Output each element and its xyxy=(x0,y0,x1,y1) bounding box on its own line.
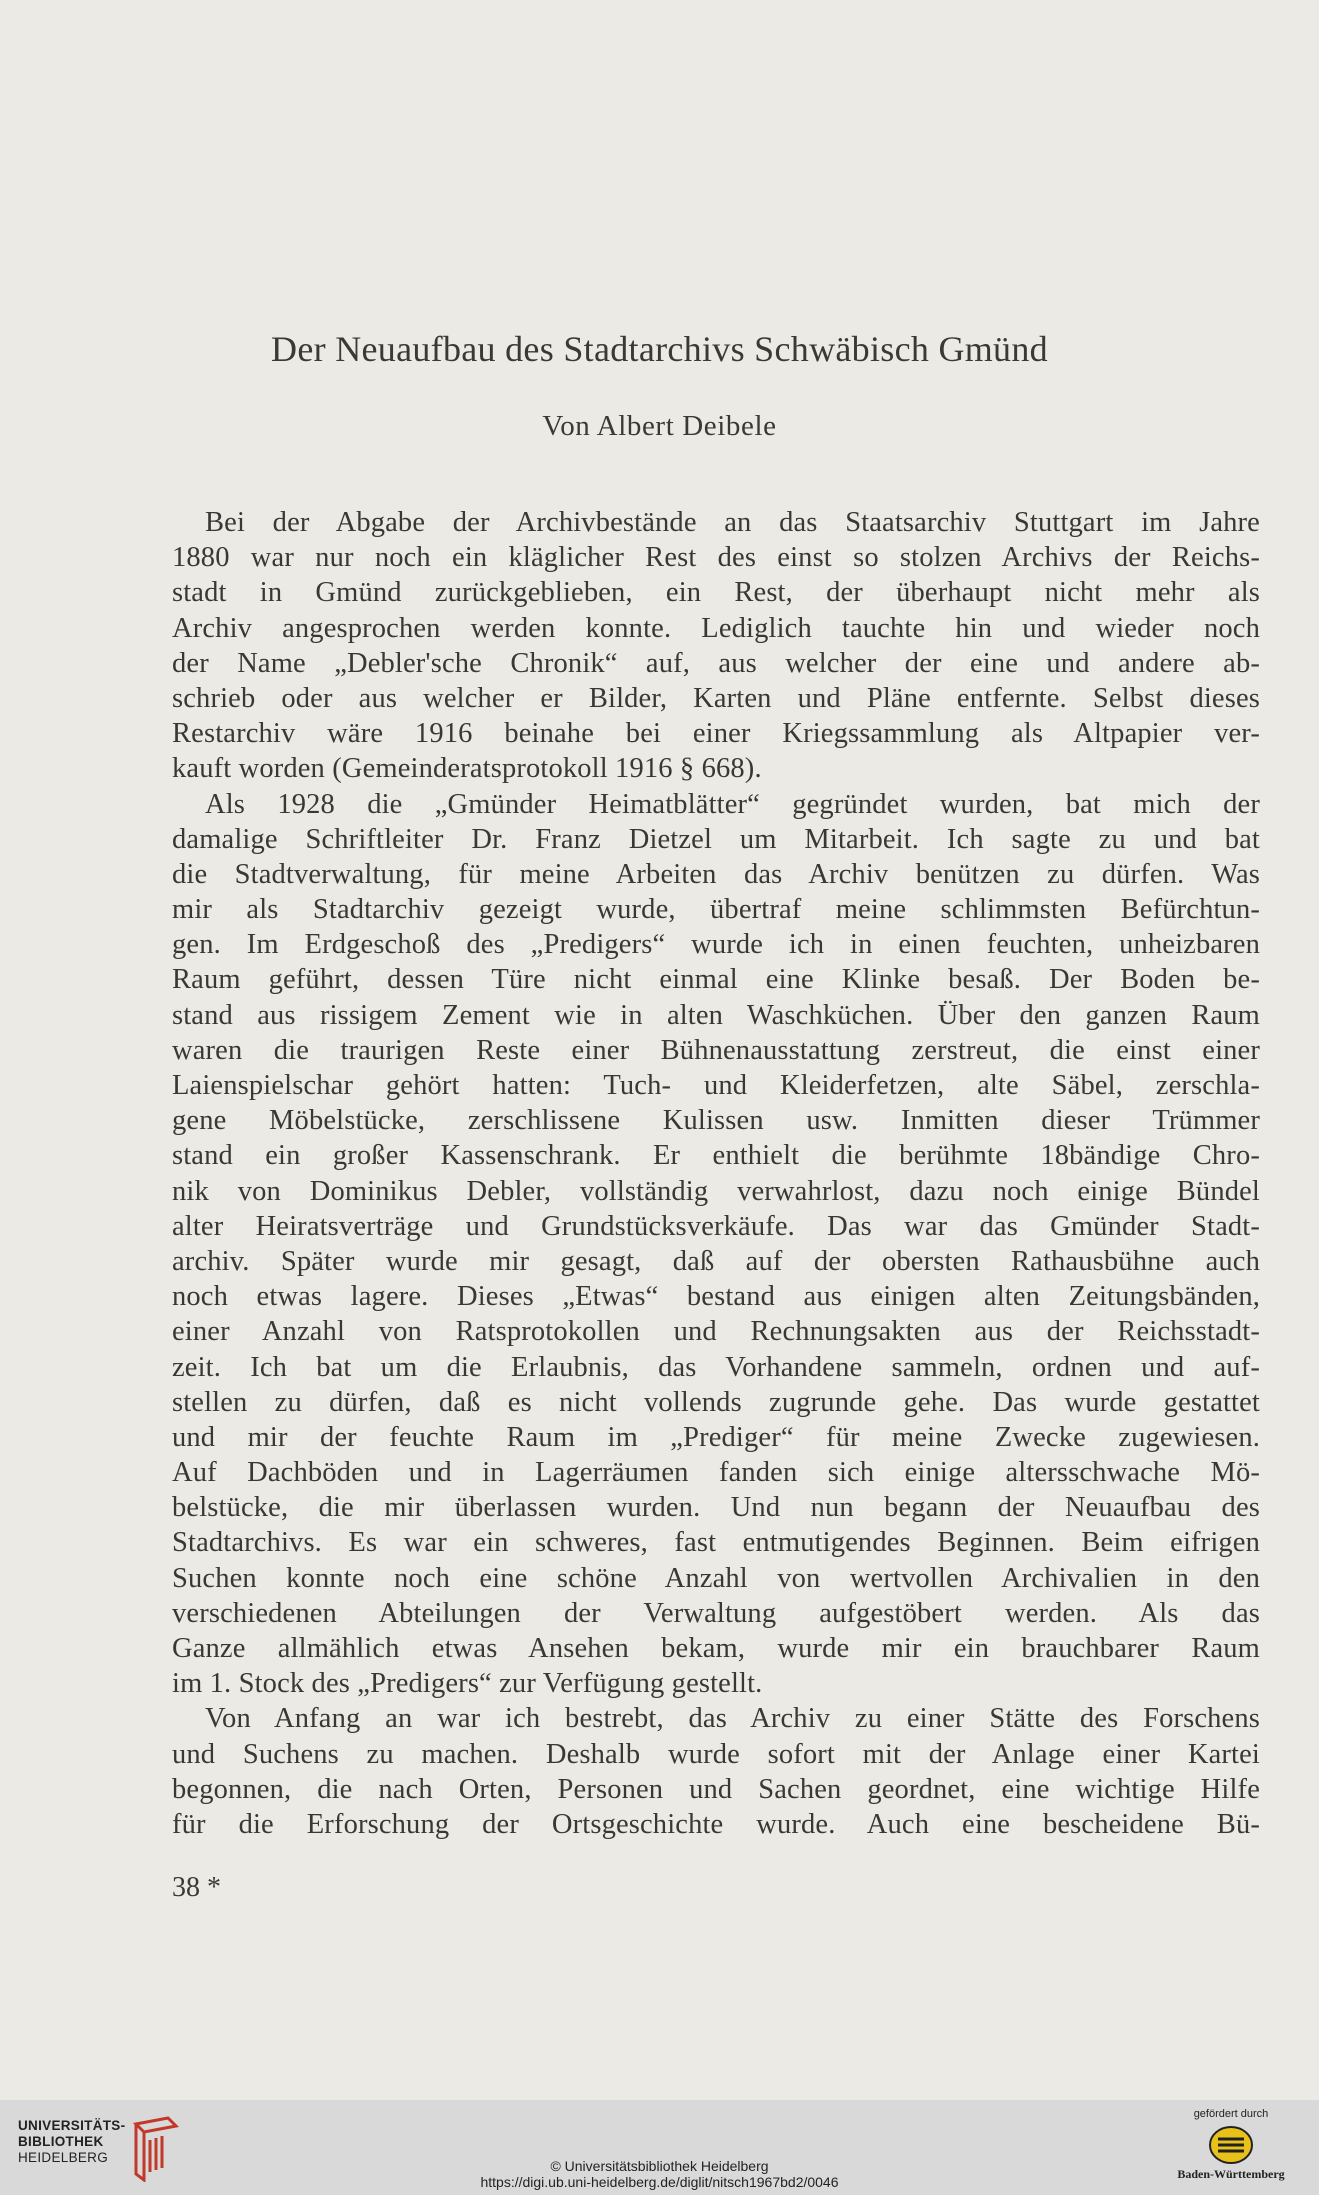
article-body xyxy=(172,505,1260,1842)
text-line: und Suchens zu machen. Deshalb wurde sofort mit der Anlage einer Kartei xyxy=(172,1738,1260,1770)
text-line: der Name „Debler'sche Chronik“ auf, aus welcher der eine und andere ab- xyxy=(172,647,1260,679)
text-line: mir als Stadtarchiv gezeigt wurde, übertraf meine schlimmsten Befürchtun- xyxy=(172,894,1260,926)
text-line: stellen zu dürfen, daß es nicht vollends zugrunde gehe. Das wurde gestattet xyxy=(172,1386,1260,1418)
text-line: Archiv angesprochen werden konnte. Lediglich tauchte hin und wieder noch xyxy=(172,612,1260,644)
text-line: Auf Dachböden und in Lagerräumen fanden sich einige altersschwache Mö- xyxy=(172,1457,1260,1489)
text-line: die Stadtverwaltung, für meine Arbeiten das Archiv benützen zu dürfen. Was xyxy=(172,858,1260,890)
text-line: schrieb oder aus welcher er Bilder, Karten und Pläne entfernte. Selbst dieses xyxy=(172,682,1260,714)
text-line: verschiedenen Abteilungen der Verwaltung aufgestöbert werden. Als das xyxy=(172,1597,1260,1629)
text-line: belstücke, die mir überlassen wurden. Und nun begann der Neuaufbau des xyxy=(172,1492,1260,1524)
text-line: damalige Schriftleiter Dr. Franz Dietzel um Mitarbeit. Ich sagte zu und bat xyxy=(172,823,1260,855)
footer-bar xyxy=(0,2100,1319,2195)
text-line: Laienspielschar gehört hatten: Tuch- und Kleiderfetzen, alte Säbel, zerschla- xyxy=(172,1070,1260,1101)
text-line: Suchen konnte noch eine schöne Anzahl von wertvollen Archivalien in den xyxy=(172,1562,1260,1594)
sponsor-label: gefördert durch xyxy=(1193,2108,1269,2120)
text-line: zeit. Ich bat um die Erlaubnis, das Vorhandene sammeln, ordnen und auf- xyxy=(172,1351,1260,1383)
text-line: archiv. Später wurde mir gesagt, daß auf der obersten Rathausbühne auch xyxy=(172,1245,1260,1277)
text-line: Raum geführt, dessen Türe nicht einmal eine Klinke besaß. Der Boden be- xyxy=(172,964,1260,996)
text-line: begonnen, die nach Orten, Personen und Sachen geordnet, eine wichtige Hilfe xyxy=(172,1773,1260,1805)
article-title: Der Neuaufbau des Stadtarchivs Schwäbisch Gmünd xyxy=(271,329,1048,369)
text-line: gene Möbelstücke, zerschlissene Kulissen usw. Inmitten dieser Trümmer xyxy=(172,1105,1260,1137)
sponsor-block xyxy=(1161,2108,1301,2181)
text-line: stand ein großer Kassenschrank. Er enthielt die berühmte 18bändige Chro- xyxy=(172,1140,1260,1172)
text-line: nik von Dominikus Debler, vollständig verwahrlost, dazu noch einige Bündel xyxy=(172,1175,1260,1207)
text-line: 1880 war nur noch ein kläglicher Rest des einst so stolzen Archivs der Reichs- xyxy=(172,542,1260,574)
text-line: Als 1928 die „Gmünder Heimatblätter“ gegründet wurden, bat mich der xyxy=(205,788,1260,820)
text-line: kauft worden (Gemeinderatsprotokoll 1916 § 668). xyxy=(172,753,762,785)
state-crest-icon xyxy=(1208,2125,1254,2165)
text-line: für die Erforschung der Ortsgeschichte wurde. Auch eine bescheidene Bü- xyxy=(172,1808,1260,1840)
text-line: noch etwas lagere. Dieses „Etwas“ bestand aus einigen alten Zeitungsbänden, xyxy=(172,1281,1260,1313)
text-line: Stadtarchivs. Es war ein schweres, fast entmutigendes Beginnen. Beim eifrigen xyxy=(172,1527,1260,1559)
library-name-line-1: UNIVERSITÄTS- xyxy=(18,2118,126,2133)
text-line: im 1. Stock des „Predigers“ zur Verfügung gestellt. xyxy=(172,1668,763,1700)
text-line: waren die traurigen Reste einer Bühnenausstattung zerstreut, die einst einer xyxy=(172,1034,1260,1066)
article-author: Von Albert Deibele xyxy=(542,410,777,442)
text-line: alter Heiratsverträge und Grundstücksverkäufe. Das war das Gmünder Stadt- xyxy=(172,1210,1260,1242)
sponsor-name: Baden-Württemberg xyxy=(1177,2167,1285,2181)
text-line: und mir der feuchte Raum im „Prediger“ für meine Zwecke zugewiesen. xyxy=(172,1421,1260,1453)
text-line: einer Anzahl von Ratsprotokollen und Rechnungsakten aus der Reichsstadt- xyxy=(172,1316,1260,1348)
text-line: Ganze allmählich etwas Ansehen bekam, wurde mir ein brauchbarer Raum xyxy=(172,1633,1260,1664)
source-url-link[interactable]: https://digi.ub.uni-heidelberg.de/diglit/nitsch1967bd2/0046 xyxy=(480,2174,839,2190)
page-number: 38 * xyxy=(172,1872,221,1903)
text-line: gen. Im Erdgeschoß des „Predigers“ wurde ich in einen feuchten, unheizbaren xyxy=(172,929,1260,961)
text-line: stand aus rissigem Zement wie in alten Waschküchen. Über den ganzen Raum xyxy=(172,999,1260,1031)
library-name-line-3: HEIDELBERG xyxy=(18,2150,109,2165)
text-line: Restarchiv wäre 1916 beinahe bei einer Kriegssammlung als Altpapier ver- xyxy=(172,718,1260,750)
copyright-notice xyxy=(0,2158,1319,2190)
copyright-text: © Universitätsbibliothek Heidelberg xyxy=(550,2158,769,2174)
text-line: stadt in Gmünd zurückgeblieben, ein Rest, der überhaupt nicht mehr als xyxy=(172,577,1260,609)
text-line: Bei der Abgabe der Archivbestände an das Staatsarchiv Stuttgart im Jahre xyxy=(205,507,1260,538)
text-line: Von Anfang an war ich bestrebt, das Archiv zu einer Stätte des Forschens xyxy=(205,1703,1260,1735)
library-name-line-2: BIBLIOTHEK xyxy=(18,2134,104,2149)
